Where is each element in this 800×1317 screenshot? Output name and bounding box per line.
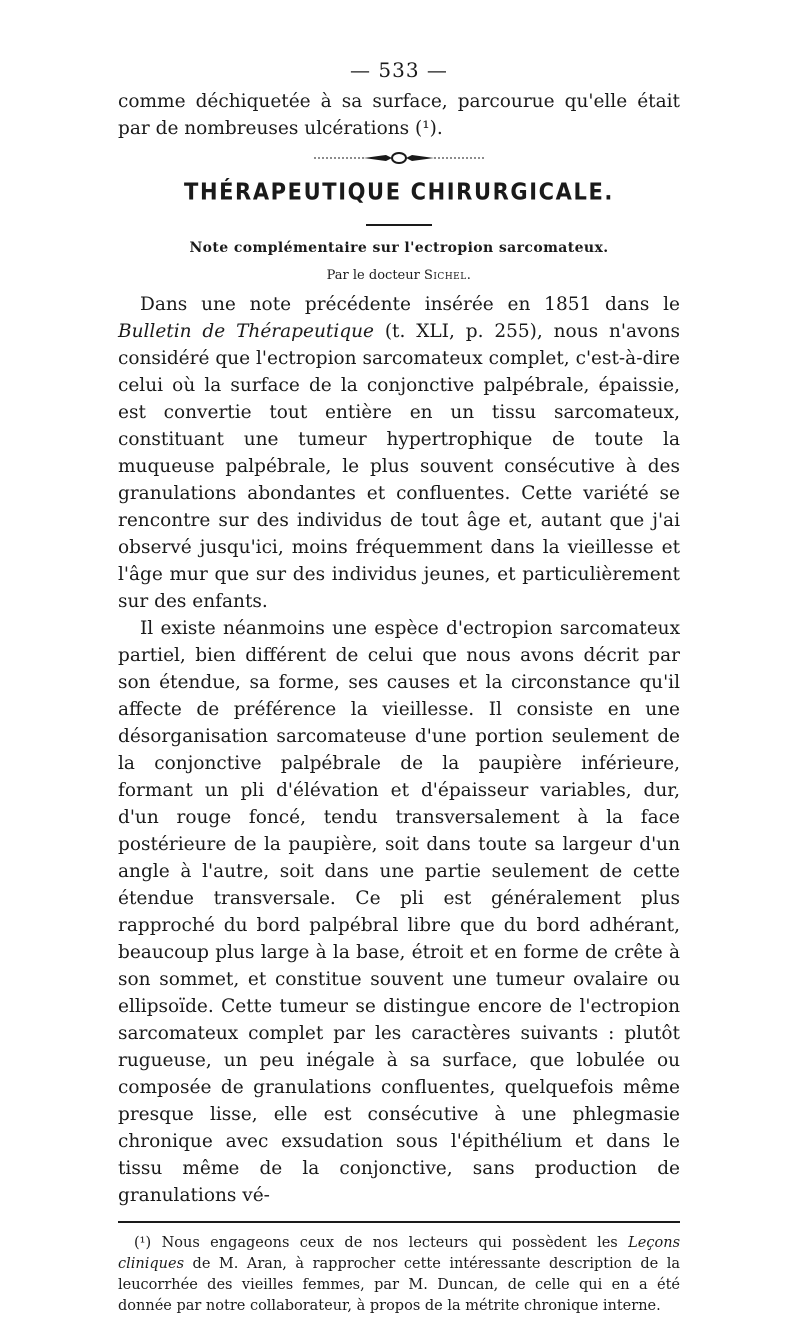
footnote-marker: (¹) [134, 1235, 152, 1251]
paragraph-1-part-1: Dans une note précédente insérée en 1851 dans le [140, 294, 680, 315]
footnote-divider [118, 1221, 680, 1223]
title-divider [366, 224, 432, 226]
carryover-paragraph [118, 88, 680, 142]
footnote-book-title: Leçons cliniques [118, 1235, 681, 1272]
footnote-part-2: de M. Aran, à rapprocher cette intéressante description de la leucorrhée des vieilles femmes, par M. Duncan, de celle qui en a été donnée par notre collaborateur, à propos de la métrite chronique interne. [118, 1256, 681, 1314]
note-title: Note complémentaire sur l'ectropion sarcomateux. [189, 240, 609, 256]
carryover-text: comme déchiquetée à sa surface, parcourue qu'elle était par de nombreuses ulcérations [118, 91, 680, 139]
paragraph-1-part-2: (t. XLI, p. 255), nous n'avons considéré que l'ectropion sarcomateux complet, c'est-à-dire celui où la surface de la conjonctive palpébrale, épaissie, est convertie tout entière en un tissu sarcomateux, constituant une tumeur hypertrophique de toute la muqueuse palpébrale, le plus souvent consécutive à des granulations abondantes et confluentes. Cette variété se rencontre sur des individus de tout âge et, autant que j'ai observé jusqu'ici, moins fréquemment dans la vieillesse et l'âge mur que sur des individus jeunes, et particulièrement sur des enfants. [118, 321, 680, 612]
footnote [118, 1233, 680, 1317]
footnote-part-1: Nous engageons ceux de nos lecteurs qui possèdent les [161, 1235, 618, 1251]
footnote-reference: (¹). [415, 118, 443, 139]
book-page [118, 58, 680, 1317]
section-title: THÉRAPEUTIQUE CHIRURGICALE. [184, 178, 614, 206]
journal-title: Bulletin de Thérapeutique [118, 321, 374, 342]
body-paragraph-2: Il existe néanmoins une espèce d'ectropion sarcomateux partiel, bien différent de celui que nous avons décrit par son étendue, sa forme, ses causes et la circonstance qu'il affecte de préférence la vieillesse. Il consiste en une désorganisation sarcomateuse d'une portion seulement de la conjonctive palpébrale de la paupière inférieure, formant un pli d'élévation et d'épaisseur variables, dur, d'un rouge foncé, tendu transversalement à la face postérieure de la paupière, soit dans toute sa largeur d'un angle à l'autre, soit dans une partie seulement de cette étendue transversale. Ce pli est généralement plus rapproché du bord palpébral libre que du bord adhérant, beaucoup plus large à la base, étroit et en forme de crête à son sommet, et constitue souvent une tumeur ovalaire ou ellipsoïde. Cette tumeur se distingue encore de l'ectropion sarcomateux complet par les caractères suivants : plutôt rugueuse, un peu inégale à sa surface, que lobulée ou composée de granulations confluentes, quelquefois même presque lisse, elle est consécutive à une phlegmasie chronique avec exsudation sous l'épithélium et dans le tissu même de la conjonctive, sans production de granulations vé- [118, 618, 680, 1206]
byline-author: Sichel. [423, 268, 472, 283]
page-number: — 533 — [350, 58, 448, 82]
body-paragraph-1 [118, 291, 680, 615]
ornament-divider-icon [314, 150, 484, 166]
byline-prefix: Par le docteur [326, 268, 420, 283]
byline [118, 268, 680, 283]
